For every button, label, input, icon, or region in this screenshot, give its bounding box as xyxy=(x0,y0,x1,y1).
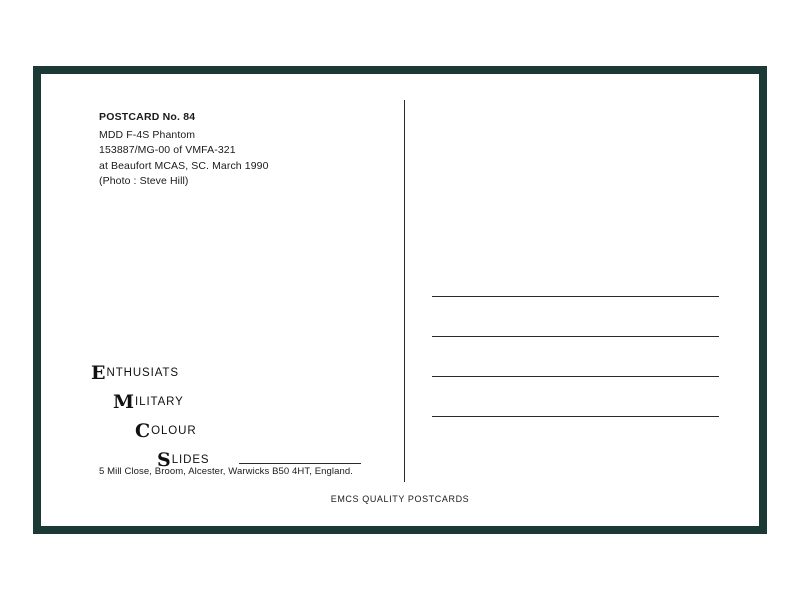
logo-row-military xyxy=(91,393,351,422)
logo-underline xyxy=(239,463,361,464)
postcard-face xyxy=(41,74,759,526)
address-line-4 xyxy=(432,416,719,417)
postcard xyxy=(33,66,767,534)
postcard-number: POSTCARD No. 84 xyxy=(99,111,196,123)
address-line-3 xyxy=(432,376,719,377)
logo-dropcap-e: E xyxy=(91,362,106,384)
logo-dropcap-c: C xyxy=(135,420,151,442)
logo-text-enthusiats: NTHUSIATS xyxy=(106,367,179,379)
publisher-address: 5 Mill Close, Broom, Alcester, Warwicks B50 4HT, England. xyxy=(99,466,354,477)
caption-block xyxy=(99,110,269,190)
footer-text: EMCS QUALITY POSTCARDS xyxy=(330,494,470,504)
address-line-2 xyxy=(432,336,719,337)
address-line-1 xyxy=(432,296,719,297)
logo-row-colour xyxy=(91,422,351,451)
logo-dropcap-s: S xyxy=(157,449,171,471)
logo-text-military: ILITARY xyxy=(135,396,184,408)
logo-row-enthusiats xyxy=(91,364,351,393)
center-divider xyxy=(404,100,405,482)
caption-line-3: at Beaufort MCAS, SC. March 1990 xyxy=(99,159,269,172)
caption-line-2: 153887/MG-00 of VMFA-321 xyxy=(99,144,236,156)
emcs-logo xyxy=(91,362,354,480)
logo-text-slides: LIDES xyxy=(171,454,210,466)
logo-dropcap-m: M xyxy=(113,391,135,413)
caption-line-4: (Photo : Steve Hill) xyxy=(99,175,189,187)
logo-text-colour: OLOUR xyxy=(151,425,197,437)
address-lines xyxy=(432,296,719,456)
caption-line-1: MDD F-4S Phantom xyxy=(99,128,196,141)
